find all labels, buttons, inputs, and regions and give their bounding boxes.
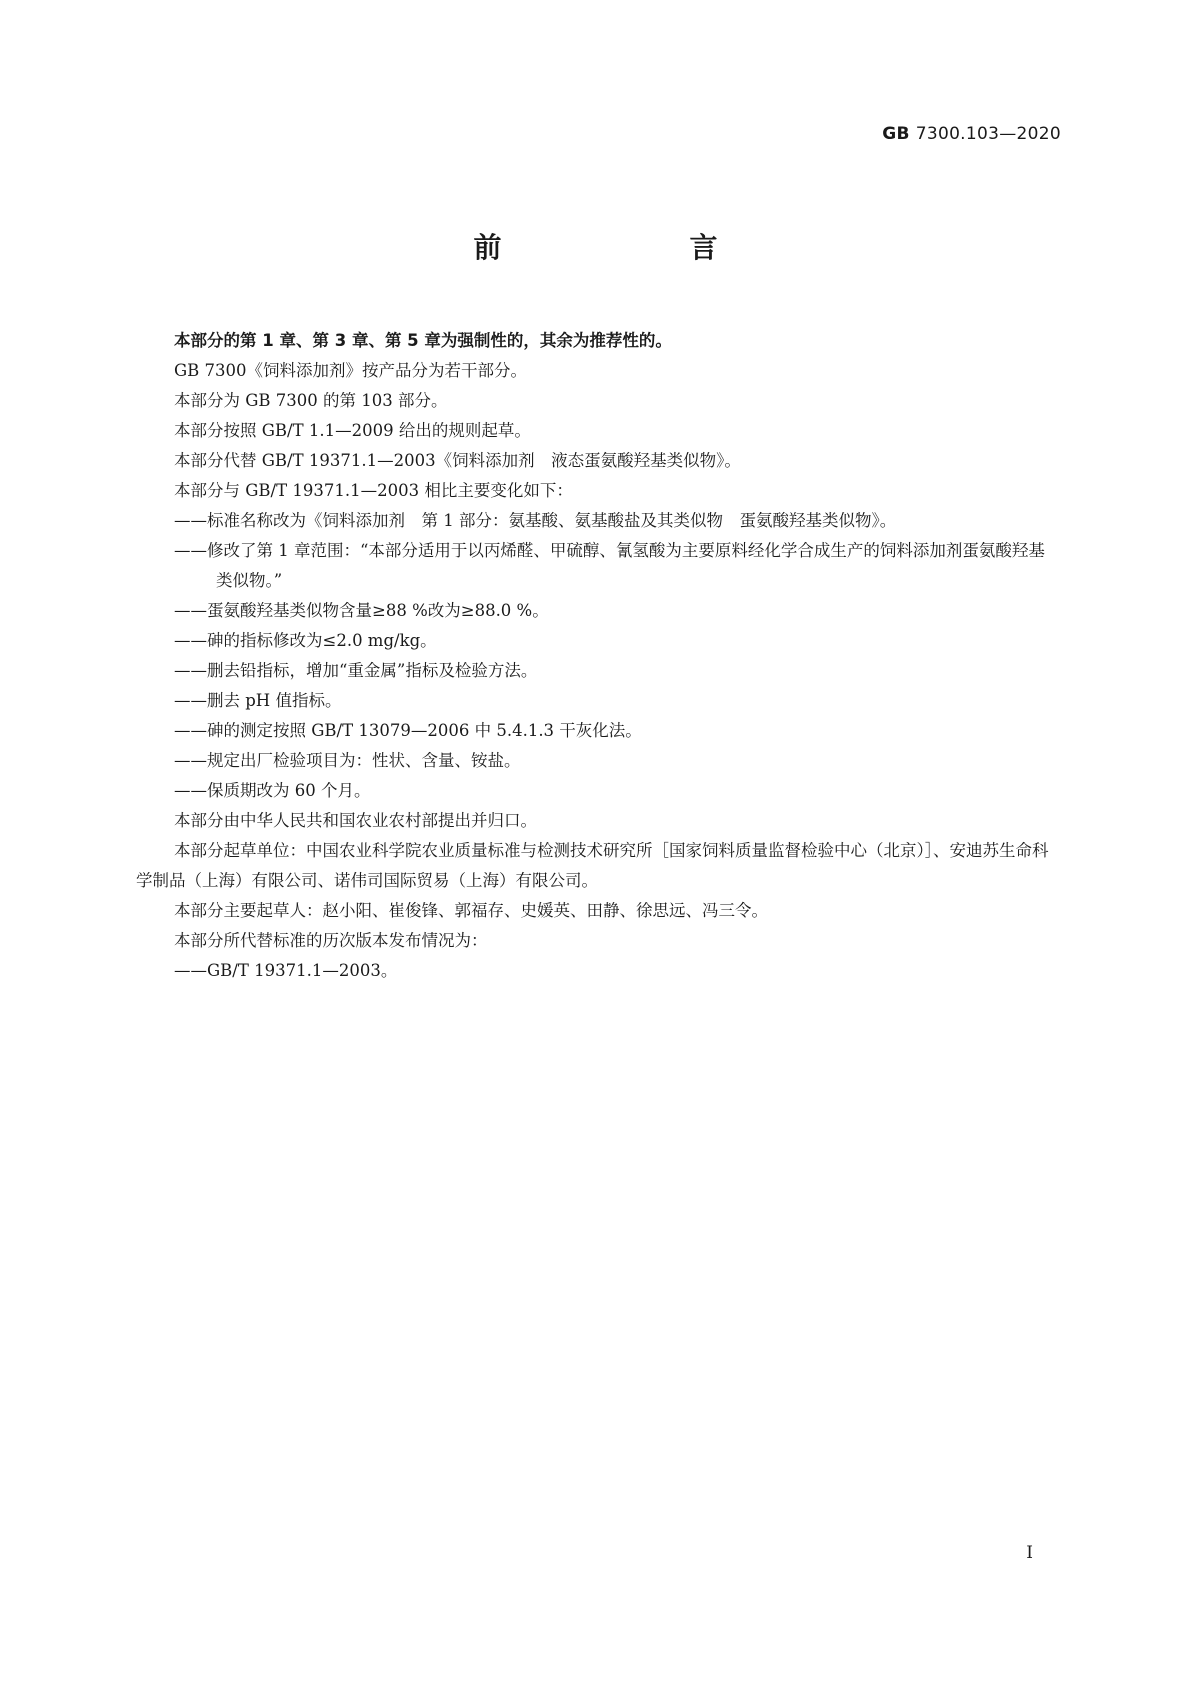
paragraph: 本部分为 GB 7300 的第 103 部分。 bbox=[174, 391, 448, 410]
paragraph: 本部分由中华人民共和国农业农村部提出并归口。 bbox=[174, 811, 537, 830]
paragraph: 本部分起草单位：中国农业科学院农业质量标准与检测技术研究所［国家饲料质量监督检验中心（北京）］、安迪苏生命科学制品（上海）有限公司、诺伟司国际贸易（上海）有限公司。 bbox=[136, 841, 1049, 890]
paragraph: 本部分主要起草人：赵小阳、崔俊锋、郭福存、史媛英、田静、徐思远、冯三令。 bbox=[174, 901, 768, 920]
list-item: ——修改了第 1 章范围：“本部分适用于以丙烯醛、甲硫醇、氰氢酸为主要原料经化学合成生产的饲料添加剂蛋氨酸羟基类似物。” bbox=[174, 541, 1045, 590]
list-item: ——标准名称改为《饲料添加剂 第 1 部分：氨基酸、氨基酸盐及其类似物 蛋氨酸羟基类似物》。 bbox=[174, 511, 897, 530]
list-item: ——删去 pH 值指标。 bbox=[174, 691, 342, 710]
paragraph: 本部分与 GB/T 19371.1—2003 相比主要变化如下： bbox=[174, 481, 573, 500]
paragraph: GB 7300《饲料添加剂》按产品分为若干部分。 bbox=[174, 361, 528, 380]
paragraph: 本部分所代替标准的历次版本发布情况为： bbox=[174, 931, 488, 950]
list-item: ——保质期改为 60 个月。 bbox=[174, 781, 371, 800]
page-number: I bbox=[1026, 1543, 1033, 1563]
standard-code bbox=[882, 124, 1061, 144]
mandatory-statement: 本部分的第 1 章、第 3 章、第 5 章为强制性的，其余为推荐性的。 bbox=[174, 331, 672, 350]
standard-code-number: 7300.103—2020 bbox=[915, 124, 1061, 144]
list-item: ——GB/T 19371.1—2003。 bbox=[174, 961, 398, 980]
list-item: ——删去铅指标，增加“重金属”指标及检验方法。 bbox=[174, 661, 538, 680]
list-item: ——规定出厂检验项目为：性状、含量、铵盐。 bbox=[174, 751, 521, 770]
page-title: 前 言 bbox=[473, 231, 762, 264]
standard-code-prefix: GB bbox=[882, 124, 910, 144]
list-item: ——砷的指标修改为≤2.0 mg/kg。 bbox=[174, 631, 437, 650]
list-item: ——蛋氨酸羟基类似物含量≥88 %改为≥88.0 %。 bbox=[174, 601, 549, 620]
paragraph: 本部分按照 GB/T 1.1—2009 给出的规则起草。 bbox=[174, 421, 531, 440]
paragraph: 本部分代替 GB/T 19371.1—2003《饲料添加剂 液态蛋氨酸羟基类似物》。 bbox=[174, 451, 741, 470]
list-item: ——砷的测定按照 GB/T 13079—2006 中 5.4.1.3 干灰化法。 bbox=[174, 721, 642, 740]
preface-body bbox=[136, 326, 1056, 986]
